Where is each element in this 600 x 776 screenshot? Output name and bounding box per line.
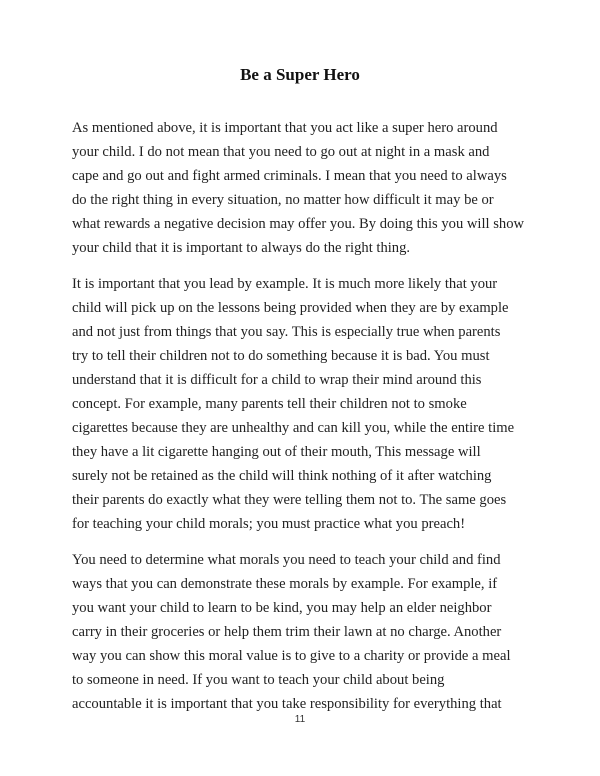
text-line: You need to determine what morals you need to teach your child and find bbox=[72, 552, 501, 568]
text-line: child will pick up on the lessons being provided when they are by example bbox=[72, 300, 509, 316]
paragraph-3 bbox=[72, 548, 532, 716]
text-line: cigarettes because they are unhealthy and can kill you, while the entire time bbox=[72, 420, 515, 436]
page-title: Be a Super Hero bbox=[240, 65, 360, 84]
text-line: concept. For example, many parents tell their children not to smoke bbox=[72, 396, 467, 412]
text-line: carry in their groceries or help them trim their lawn at no charge. Another bbox=[72, 624, 502, 640]
text-line: what rewards a negative decision may offer you. By doing this you will show bbox=[72, 216, 525, 232]
text-line: and not just from things that you say. This is especially true when parents bbox=[72, 324, 501, 340]
text-line: your child. I do not mean that you need to go out at night in a mask and bbox=[72, 144, 490, 160]
text-line: your child that it is important to always do the right thing. bbox=[72, 240, 411, 256]
text-line: they have a lit cigarette hanging out of their mouth, This message will bbox=[72, 444, 481, 460]
paragraph-2 bbox=[72, 272, 532, 536]
text-line: their parents do exactly what they were telling them not to. The same goes bbox=[72, 492, 507, 508]
paragraph-1 bbox=[72, 116, 532, 260]
text-line: It is important that you lead by example. It is much more likely that your bbox=[72, 276, 498, 292]
text-line: to someone in need. If you want to teach your child about being bbox=[72, 672, 445, 688]
text-line: accountable it is important that you take responsibility for everything that bbox=[72, 696, 502, 712]
text-line: do the right thing in every situation, no matter how difficult it may be or bbox=[72, 192, 494, 208]
text-line: for teaching your child morals; you must practice what you preach! bbox=[72, 516, 466, 532]
text-line: surely not be retained as the child will think nothing of it after watching bbox=[72, 468, 492, 484]
text-line: understand that it is difficult for a child to wrap their mind around this bbox=[72, 372, 482, 388]
text-line: try to tell their children not to do something because it is bad. You must bbox=[72, 348, 490, 364]
text-line: you want your child to learn to be kind, you may help an elder neighbor bbox=[72, 600, 492, 616]
text-line: ways that you can demonstrate these morals by example. For example, if bbox=[72, 576, 498, 592]
page-number: 11 bbox=[294, 714, 306, 725]
text-line: cape and go out and fight armed criminals. I mean that you need to always bbox=[72, 168, 507, 184]
text-line: way you can show this moral value is to give to a charity or provide a meal bbox=[72, 648, 511, 664]
body-text bbox=[72, 116, 532, 728]
text-line: As mentioned above, it is important that you act like a super hero around bbox=[72, 120, 498, 136]
